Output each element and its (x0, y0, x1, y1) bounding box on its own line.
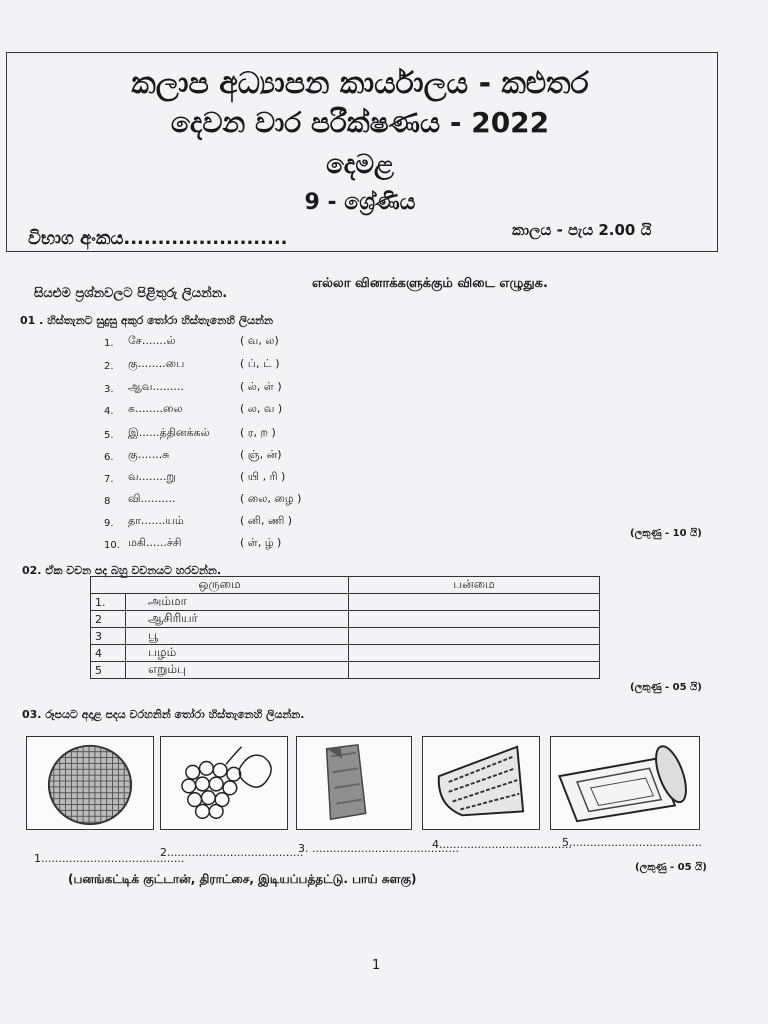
item-word: கு.......சு (128, 448, 170, 461)
item-options: ( ஞ், ன்) (240, 448, 282, 461)
table-row (91, 594, 600, 611)
q2-title: 02. ඒක වචන පද බහු වචනයට හරවන්න. (22, 564, 222, 577)
item-options: ( லை, ழை ) (240, 492, 302, 505)
list-item (104, 402, 364, 422)
col-singular: ஒருமை (91, 577, 349, 594)
list-item (104, 536, 364, 556)
table-row (91, 662, 600, 679)
item-number: 10. (104, 540, 120, 551)
page-number: 1 (372, 958, 381, 973)
row-word: அம்மா (126, 594, 349, 611)
subject-title: දෙමළ (326, 150, 394, 180)
answer-cell[interactable] (349, 611, 600, 628)
grapes-icon (161, 737, 287, 829)
col-plural: பன்மை (349, 577, 600, 594)
row-word: பூ (126, 628, 349, 645)
instruction-sinhala: සියළුම ප්‍රශ්නවලට පිළිතුරු ලියන්න. (34, 286, 228, 301)
answer-blank-2[interactable]: 2....................................... (160, 846, 304, 859)
plural-table (90, 576, 600, 679)
q3-title: 03. රූපයට අදාළ පදය වරහනින් තෝරා හිස්තැනෙහි ලියන්න. (22, 708, 305, 721)
answer-blank-4[interactable]: 4...................................... (432, 838, 572, 851)
idiyappam-tray-icon (297, 737, 411, 829)
answer-blank-5[interactable]: 5...................................... (562, 836, 702, 849)
exam-title: දෙවන වාර පරීක්ෂණය - 2022 (170, 106, 550, 139)
item-options: ( ர, ற ) (240, 426, 276, 439)
mat-icon (551, 737, 699, 829)
item-word: மகி......ச்சி (128, 536, 182, 549)
item-word: தா.......யம் (128, 514, 184, 527)
item-number: 3. (104, 384, 114, 395)
list-item (104, 357, 364, 377)
item-number: 1. (104, 338, 114, 349)
answer-cell[interactable] (349, 628, 600, 645)
item-options: ( ப், ட் ) (240, 357, 280, 370)
list-item (104, 492, 364, 512)
word-choices: (பனங்கட்டிக் குட்டான், திராட்சை, இடியப்பத்தட்டு. பாய் சுளகு) (68, 872, 417, 886)
picture-grapes (160, 736, 288, 830)
picture-palm-basket (26, 736, 154, 830)
answer-cell[interactable] (349, 645, 600, 662)
item-word: க........லை (128, 402, 183, 415)
table-header-row (91, 577, 600, 594)
table-row (91, 645, 600, 662)
answer-blank-1[interactable]: 1......................................... (34, 852, 185, 865)
item-number: 4. (104, 406, 114, 417)
table-row (91, 611, 600, 628)
row-word: ஆசிரியர் (126, 611, 349, 628)
q2-marks: (ලකුණු - 05 යි) (630, 682, 702, 693)
table-row (91, 628, 600, 645)
palm-basket-icon (27, 737, 153, 829)
item-options: ( வ, ல) (240, 334, 279, 347)
q1-title: 01 . හිස්තැනට සුදුසු අකුර තෝරා හිස්තැනෙහි ලියන්න (20, 314, 273, 327)
item-number: 6. (104, 452, 114, 463)
item-number: 9. (104, 518, 114, 529)
answer-blank-3[interactable]: 3. .......................................... (298, 842, 459, 855)
item-word: இ......த்தினக்கல் (128, 426, 210, 439)
index-number-field: විභාග අංකය........................ (28, 228, 288, 249)
picture-winnowing-tray (422, 736, 540, 830)
item-word: கு........பை (128, 357, 185, 370)
row-number: 3 (91, 628, 126, 645)
item-number: 5. (104, 430, 114, 441)
grade-title: 9 - ශ්‍රේණිය (304, 190, 416, 215)
row-number: 5 (91, 662, 126, 679)
item-word: வி.......... (128, 492, 176, 505)
item-number: 2. (104, 361, 114, 372)
list-item (104, 448, 364, 468)
item-number: 7. (104, 474, 114, 485)
item-options: ( யி , ரி ) (240, 470, 286, 483)
time-label: කාලය - පැය 2.00 යි (512, 221, 652, 239)
winnowing-tray-icon (423, 737, 539, 829)
item-word: சே.......ல் (128, 334, 176, 347)
item-options: ( ல, வ ) (240, 402, 283, 415)
row-number: 1. (91, 594, 126, 611)
item-word: வ........று (128, 470, 176, 483)
picture-mat (550, 736, 700, 830)
item-options: ( னி, ணி ) (240, 514, 293, 527)
list-item (104, 380, 364, 400)
picture-idiyappam-tray (296, 736, 412, 830)
list-item (104, 514, 364, 534)
row-number: 4 (91, 645, 126, 662)
q3-marks: (ලකුණු - 05 යි) (635, 862, 707, 873)
item-options: ( ள், ழ் ) (240, 536, 282, 549)
instruction-tamil: எல்லா வினாக்களுக்கும் விடை எழுதுக. (312, 276, 548, 291)
office-title: කලාප අධ්‍යාපන කාර්යාලය - කළුතර (131, 66, 589, 101)
answer-cell[interactable] (349, 662, 600, 679)
item-word: ஆவ......... (128, 380, 184, 393)
list-item (104, 334, 364, 354)
item-options: ( ல், ள் ) (240, 380, 282, 393)
answer-cell[interactable] (349, 594, 600, 611)
row-number: 2 (91, 611, 126, 628)
q1-marks: (ලකුණු - 10 යි) (630, 528, 702, 539)
row-word: எறும்பு (126, 662, 349, 679)
item-number: 8 (104, 496, 111, 507)
row-word: பழம் (126, 645, 349, 662)
list-item (104, 470, 364, 490)
list-item (104, 426, 364, 446)
